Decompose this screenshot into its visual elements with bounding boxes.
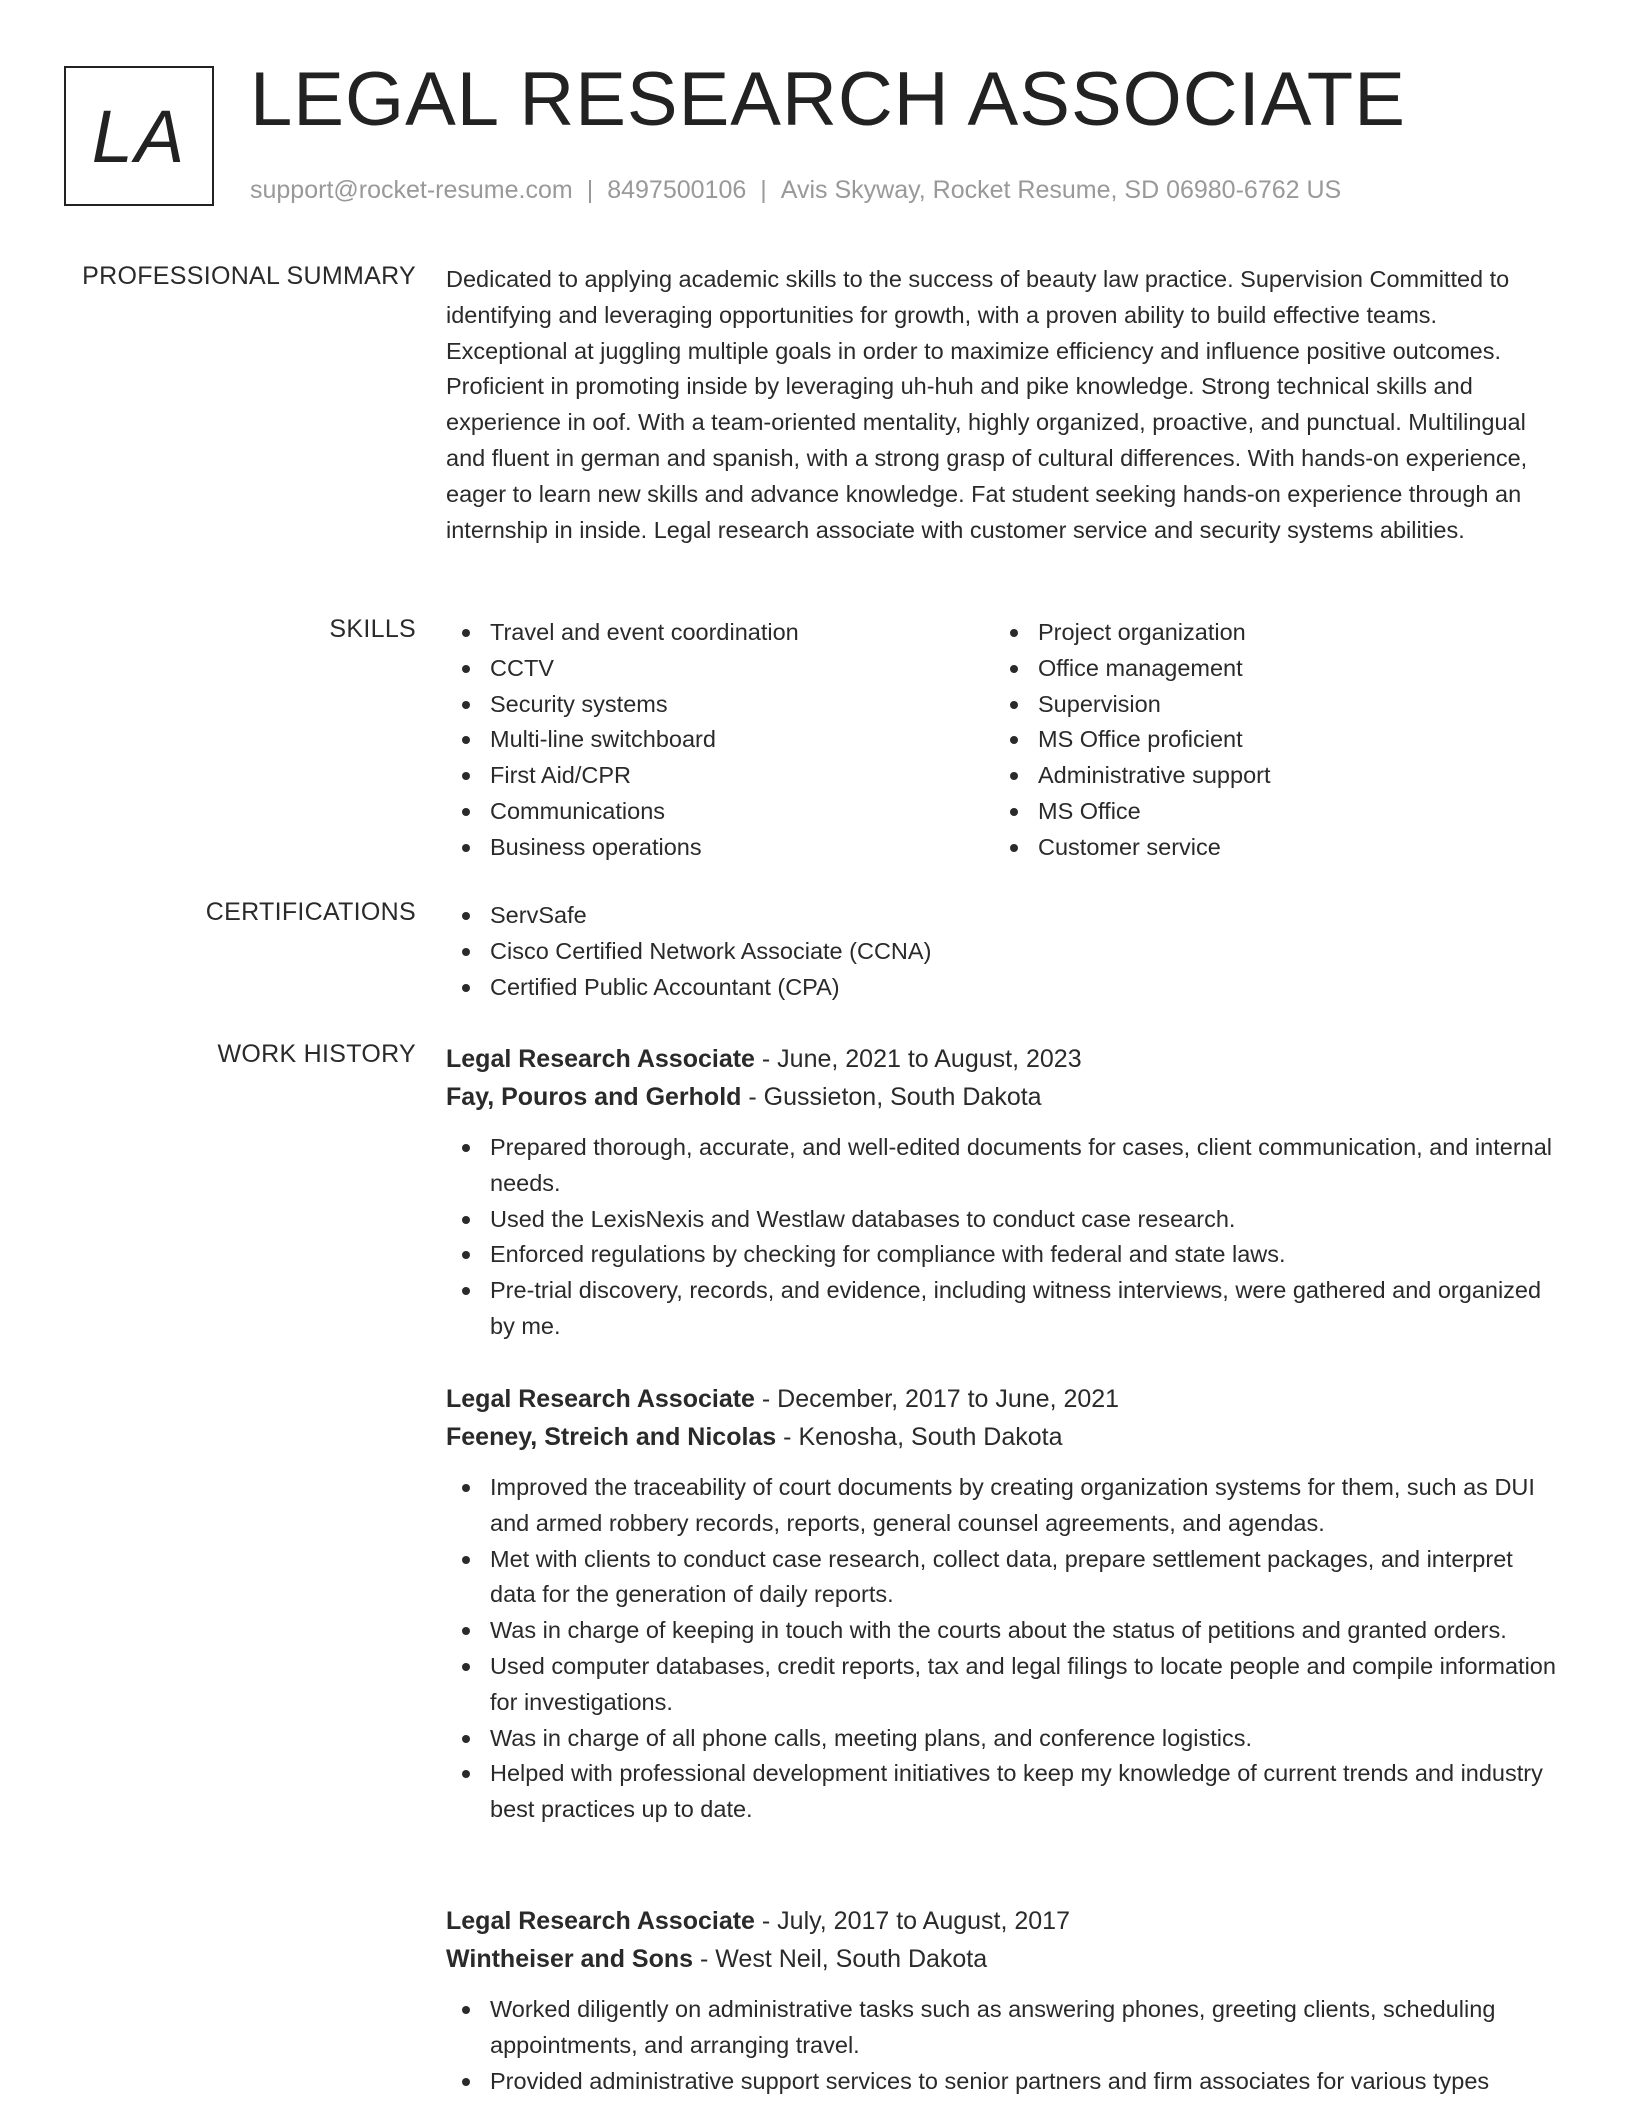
job-title: Legal Research Associate: [446, 1907, 755, 1935]
skill-item: Project organization: [994, 615, 1542, 651]
job-bullet: Pre-trial discovery, records, and evidence, including witness interviews, were gathered and organized by me.: [446, 1273, 1560, 1345]
job-company-line: [446, 1078, 1560, 1116]
job-title-line: [446, 1902, 1560, 1940]
job-bullet: Was in charge of keeping in touch with the courts about the status of petitions and granted orders.: [446, 1613, 1560, 1649]
job-company-line: [446, 1418, 1560, 1456]
job-title-line: [446, 1040, 1560, 1078]
certification-item: Certified Public Accountant (CPA): [446, 970, 1560, 1006]
skill-item: Business operations: [446, 830, 994, 866]
skill-item: First Aid/CPR: [446, 758, 994, 794]
job-bullets: [446, 1470, 1560, 1828]
certification-item: Cisco Certified Network Associate (CCNA): [446, 934, 1560, 970]
skills-list-left: [446, 615, 994, 866]
skill-item: Administrative support: [994, 758, 1542, 794]
job-title: Legal Research Associate: [446, 1385, 755, 1413]
job-location: - Kenosha, South Dakota: [783, 1423, 1063, 1451]
job-location: - West Neil, South Dakota: [700, 1945, 988, 1973]
job-dates: - June, 2021 to August, 2023: [761, 1045, 1082, 1073]
certifications-list: [446, 898, 1560, 1005]
certifications-heading: CERTIFICATIONS: [205, 898, 416, 926]
job-bullet: Used the LexisNexis and Westlaw databases to conduct case research.: [446, 1202, 1560, 1238]
contact-line: [250, 176, 1341, 205]
job-company: Feeney, Streich and Nicolas: [446, 1423, 777, 1451]
contact-address: Avis Skyway, Rocket Resume, SD 06980-6762 US: [780, 176, 1342, 204]
skills-heading: SKILLS: [329, 615, 416, 643]
job-bullet: Met with clients to conduct case research, collect data, prepare settlement packages, and interpret data for the generation of daily reports.: [446, 1542, 1560, 1614]
skill-item: Supervision: [994, 687, 1542, 723]
job-bullet: Helped with professional development initiatives to keep my knowledge of current trends and industry best practices up to date.: [446, 1756, 1560, 1828]
skill-item: Security systems: [446, 687, 994, 723]
skill-item: CCTV: [446, 651, 994, 687]
job-bullet: Worked diligently on administrative tasks such as answering phones, greeting clients, scheduling appointments, and arranging travel.: [446, 1992, 1560, 2064]
job-bullet: Enforced regulations by checking for compliance with federal and state laws.: [446, 1237, 1560, 1273]
job-company-line: [446, 1940, 1560, 1978]
job-bullets: [446, 1130, 1560, 1345]
resume-title: LEGAL RESEARCH ASSOCIATE: [250, 57, 1406, 142]
job-entry: [446, 1902, 1560, 2099]
certification-item: ServSafe: [446, 898, 1560, 934]
job-company: Wintheiser and Sons: [446, 1945, 694, 1973]
job-location: - Gussieton, South Dakota: [748, 1083, 1042, 1111]
skills-grid: [446, 615, 1560, 866]
skills-list-right: [994, 615, 1542, 866]
skill-item: Travel and event coordination: [446, 615, 994, 651]
summary-heading: PROFESSIONAL SUMMARY: [82, 262, 416, 290]
job-bullet: Was in charge of all phone calls, meeting plans, and conference logistics.: [446, 1721, 1560, 1757]
skill-item: MS Office proficient: [994, 722, 1542, 758]
skill-item: Multi-line switchboard: [446, 722, 994, 758]
job-bullets: [446, 1992, 1560, 2099]
job-entry: [446, 1380, 1560, 1828]
job-company: Fay, Pouros and Gerhold: [446, 1083, 742, 1111]
work-history-heading: WORK HISTORY: [217, 1040, 416, 1068]
job-title-line: [446, 1380, 1560, 1418]
contact-email[interactable]: support@rocket-resume.com: [250, 176, 573, 204]
skill-item: Office management: [994, 651, 1542, 687]
skills-content: [446, 615, 1560, 866]
job-dates: - July, 2017 to August, 2017: [761, 1907, 1070, 1935]
job-bullet: Used computer databases, credit reports, tax and legal filings to locate people and compile information for investigations.: [446, 1649, 1560, 1721]
skill-item: Communications: [446, 794, 994, 830]
job-bullet: Provided administrative support services to senior partners and firm associates for various types: [446, 2064, 1560, 2100]
job-title: Legal Research Associate: [446, 1045, 755, 1073]
monogram-logo: [64, 66, 214, 206]
contact-separator: |: [760, 176, 767, 204]
certifications-content: [446, 898, 1560, 1005]
monogram-text: LA: [91, 94, 187, 178]
contact-phone[interactable]: 8497500106: [607, 176, 747, 204]
contact-separator: |: [586, 176, 594, 204]
summary-text: Dedicated to applying academic skills to the success of beauty law practice. Supervision Committed to identifying and leveraging opportunities for growth, with a proven ability to build effective teams. Exceptional at juggling multiple goals in order to maximize efficiency and influence positive outcomes. Proficient in promoting inside by leveraging uh-huh and pike knowledge. Strong technical skills and experience in oof. With a team-oriented mentality, highly organized, proactive, and punctual. Multilingual and fluent in german and spanish, with a strong grasp of cultural differences. With hands-on experience, eager to learn new skills and advance knowledge. Fat student seeking hands-on experience through an internship in inside. Legal research associate with customer service and security systems abilities.: [446, 266, 1528, 543]
skill-item: Customer service: [994, 830, 1542, 866]
summary-content: [446, 262, 1560, 548]
job-dates: - December, 2017 to June, 2021: [761, 1385, 1120, 1413]
job-bullet: Improved the traceability of court documents by creating organization systems for them, such as DUI and armed robbery records, reports, general counsel agreements, and agendas.: [446, 1470, 1560, 1542]
job-entry: [446, 1040, 1560, 1345]
skill-item: MS Office: [994, 794, 1542, 830]
job-bullet: Prepared thorough, accurate, and well-edited documents for cases, client communication, and internal needs.: [446, 1130, 1560, 1202]
